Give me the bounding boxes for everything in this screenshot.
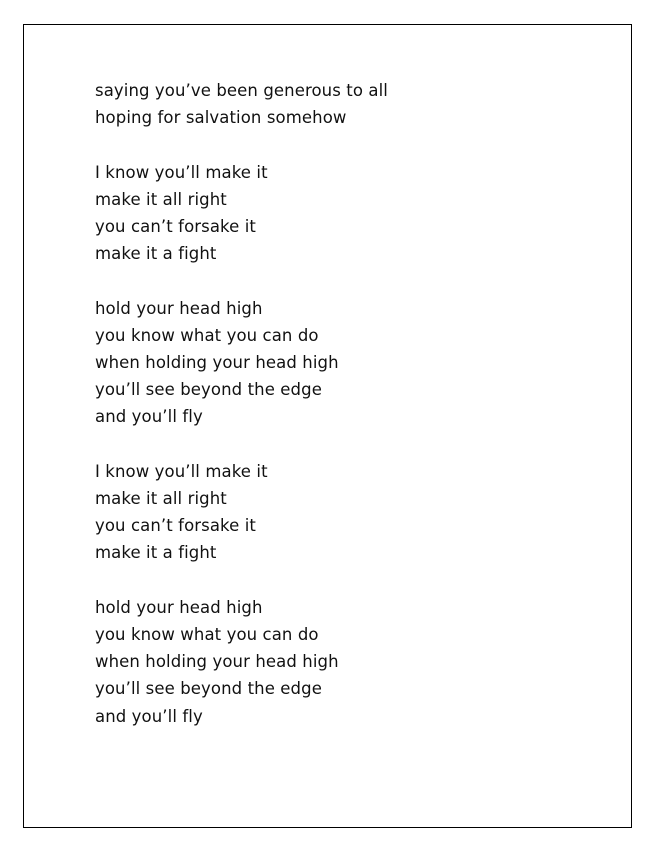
poem-line: make it all right [95, 189, 227, 209]
poem-line: and you’ll fly [95, 407, 203, 427]
poem-line: when holding your head high [95, 353, 339, 372]
poem-line: and you’ll fly [95, 706, 203, 726]
poem-line: when holding your head high [95, 652, 339, 672]
poem-line: I know you’ll make it [95, 461, 268, 481]
poem-line: you can’t forsake it [95, 516, 256, 536]
poem-line: make it a fight [95, 244, 217, 264]
poem-line: make it all right [95, 489, 227, 508]
poem-line: saying you’ve been generous to all [95, 81, 388, 100]
poem-text [95, 77, 388, 757]
poem-line: hold your head high [95, 597, 263, 617]
stanza-3 [95, 295, 388, 431]
poem-line: hoping for salvation somehow [95, 108, 347, 128]
poem-line: you know what you can do [95, 625, 319, 644]
stanza-1 [95, 77, 388, 131]
stanza-4 [95, 458, 388, 567]
document-page [23, 24, 632, 828]
poem-line: hold your head high [95, 298, 263, 318]
poem-line: make it a fight [95, 543, 217, 563]
poem-line: you’ll see beyond the edge [95, 380, 322, 400]
stanza-5 [95, 594, 388, 730]
poem-line: you know what you can do [95, 325, 319, 345]
poem-line: you can’t forsake it [95, 217, 256, 236]
poem-line: I know you’ll make it [95, 162, 268, 182]
poem-line: you’ll see beyond the edge [95, 679, 322, 699]
stanza-2 [95, 159, 388, 268]
